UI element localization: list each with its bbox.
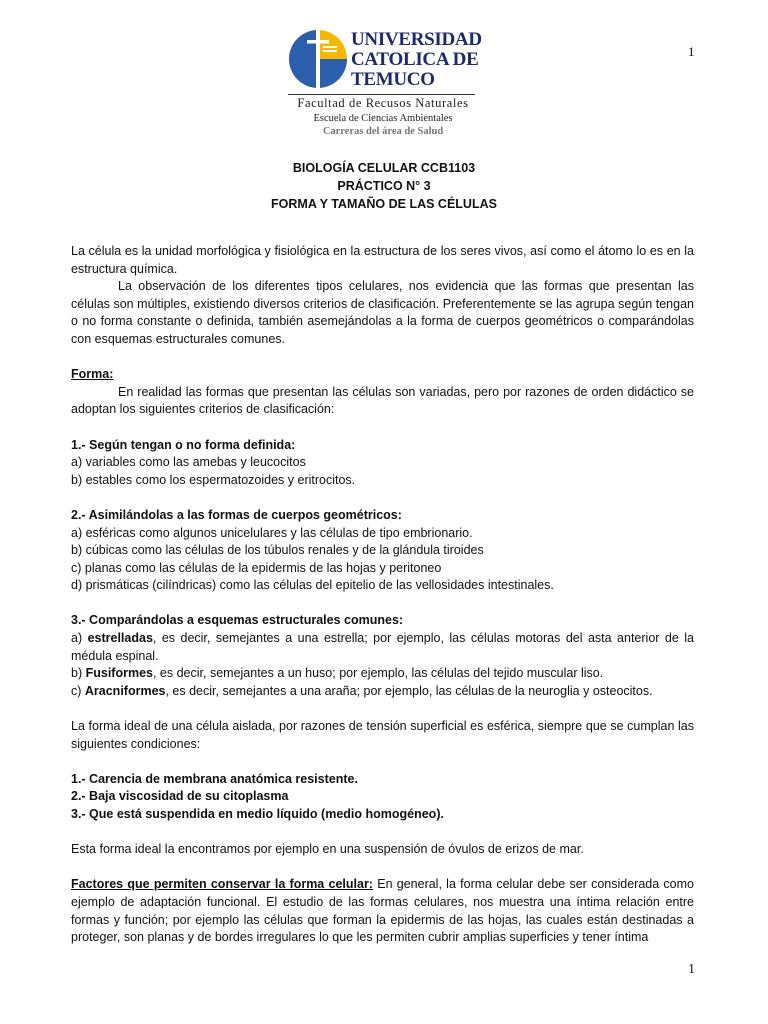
university-logo xyxy=(287,26,482,138)
page-number-bottom: 1 xyxy=(688,962,695,977)
condition-item: 1.- Carencia de membrana anatómica resistente. xyxy=(71,771,358,786)
criterion-heading: 3.- Comparándolas a esquemas estructurales comunes: xyxy=(71,613,404,628)
forma-intro: En realidad las formas que presentan las células son variadas, pero por razones de orden didáctico se adoptan los siguientes criterios de clasificación: xyxy=(71,384,694,417)
forma-heading: Forma: xyxy=(71,367,114,382)
course-title: BIOLOGÍA CELULAR CCB1103 xyxy=(292,161,476,175)
list-item: c) Aracniformes, es decir, semejantes a una araña; por ejemplo, las células de la neuroglia y osteocitos. xyxy=(71,683,653,698)
university-name-line: TEMUCO xyxy=(351,69,435,90)
university-name-line: UNIVERSIDAD xyxy=(351,29,482,50)
faculty-name: Facultad de Recusos Naturales xyxy=(297,96,469,110)
ideal-form-example: Esta forma ideal la encontramos por ejemplo en una suspensión de óvulos de erizos de mar. xyxy=(71,842,584,857)
practice-number: PRÁCTICO N° 3 xyxy=(337,179,431,193)
logo-divider xyxy=(288,94,475,95)
factores-heading: Factores que permiten conservar la forma celular: xyxy=(71,877,373,892)
list-item: a) esféricas como algunos unicelulares y las células de tipo embrionario. xyxy=(71,525,473,540)
criterion-heading: 2.- Asimilándolas a las formas de cuerpos geométricos: xyxy=(71,507,402,522)
list-item: c) planas como las células de la epidermis de las hojas y peritoneo xyxy=(71,560,442,575)
page-number-top: 1 xyxy=(688,44,695,59)
topic-title: FORMA Y TAMAÑO DE LAS CÉLULAS xyxy=(271,197,497,211)
intro-paragraph: La célula es la unidad morfológica y fisiológica en la estructura de los seres vivos, así como el átomo lo es en la estructura química. xyxy=(71,244,694,276)
list-item: d) prismáticas (cilíndricas) como las células del epitelio de las vellosidades intestinales. xyxy=(71,578,554,593)
university-name xyxy=(351,30,482,90)
document-title xyxy=(0,159,768,213)
list-item: b) estables como los espermatozoides y eritrocitos. xyxy=(71,472,356,487)
university-name-line: CATOLICA DE xyxy=(351,49,479,70)
condition-item: 2.- Baja viscosidad de su citoplasma xyxy=(71,789,289,804)
careers-label: Carreras del área de Salud xyxy=(322,126,444,137)
criterion-heading: 1.- Según tengan o no forma definida: xyxy=(71,437,296,452)
university-emblem-icon xyxy=(287,28,349,90)
document-body xyxy=(71,243,694,947)
factores-paragraph: Factores que permiten conservar la forma celular: En general, la forma celular debe ser considerada como ejemplo de adaptación funcional. El estudio de las formas celulares, nos muestra una íntima relación entre formas y función; por ejemplo las células que forman la epidermis de las hojas, las cuales están destinadas a proteger, son planas y de bordes irregulares lo que les permiten cubrir amplias superficies y tener íntima xyxy=(71,877,695,945)
intro-paragraph: La observación de los diferentes tipos celulares, nos evidencia que las formas que presentan las células son múltiples, existiendo diversos criterios de clasificación. Preferentemente se las agrupa según tengan o no forma constante o definida, también asemejándolas a la forma de cuerpos geométricos o comparándolas con esquemas estructurales comunes. xyxy=(71,279,694,346)
list-item: b) cúbicas como las células de los túbulos renales y de la glándula tiroides xyxy=(71,543,484,558)
list-item: a) estrelladas, es decir, semejantes a una estrella; por ejemplo, las células motoras del asta anterior de la médula espinal. xyxy=(71,631,694,663)
list-item: a) variables como las amebas y leucocitos xyxy=(71,455,306,470)
list-item: b) Fusiformes, es decir, semejantes a un huso; por ejemplo, las células del tejido muscular liso. xyxy=(71,666,604,681)
ideal-form-paragraph: La forma ideal de una célula aislada, por razones de tensión superficial es esférica, siempre que se cumplan las siguientes condiciones: xyxy=(71,719,694,751)
school-name: Escuela de Ciencias Ambientales xyxy=(313,113,453,124)
condition-item: 3.- Que está suspendida en medio líquido (medio homogéneo). xyxy=(71,807,444,821)
